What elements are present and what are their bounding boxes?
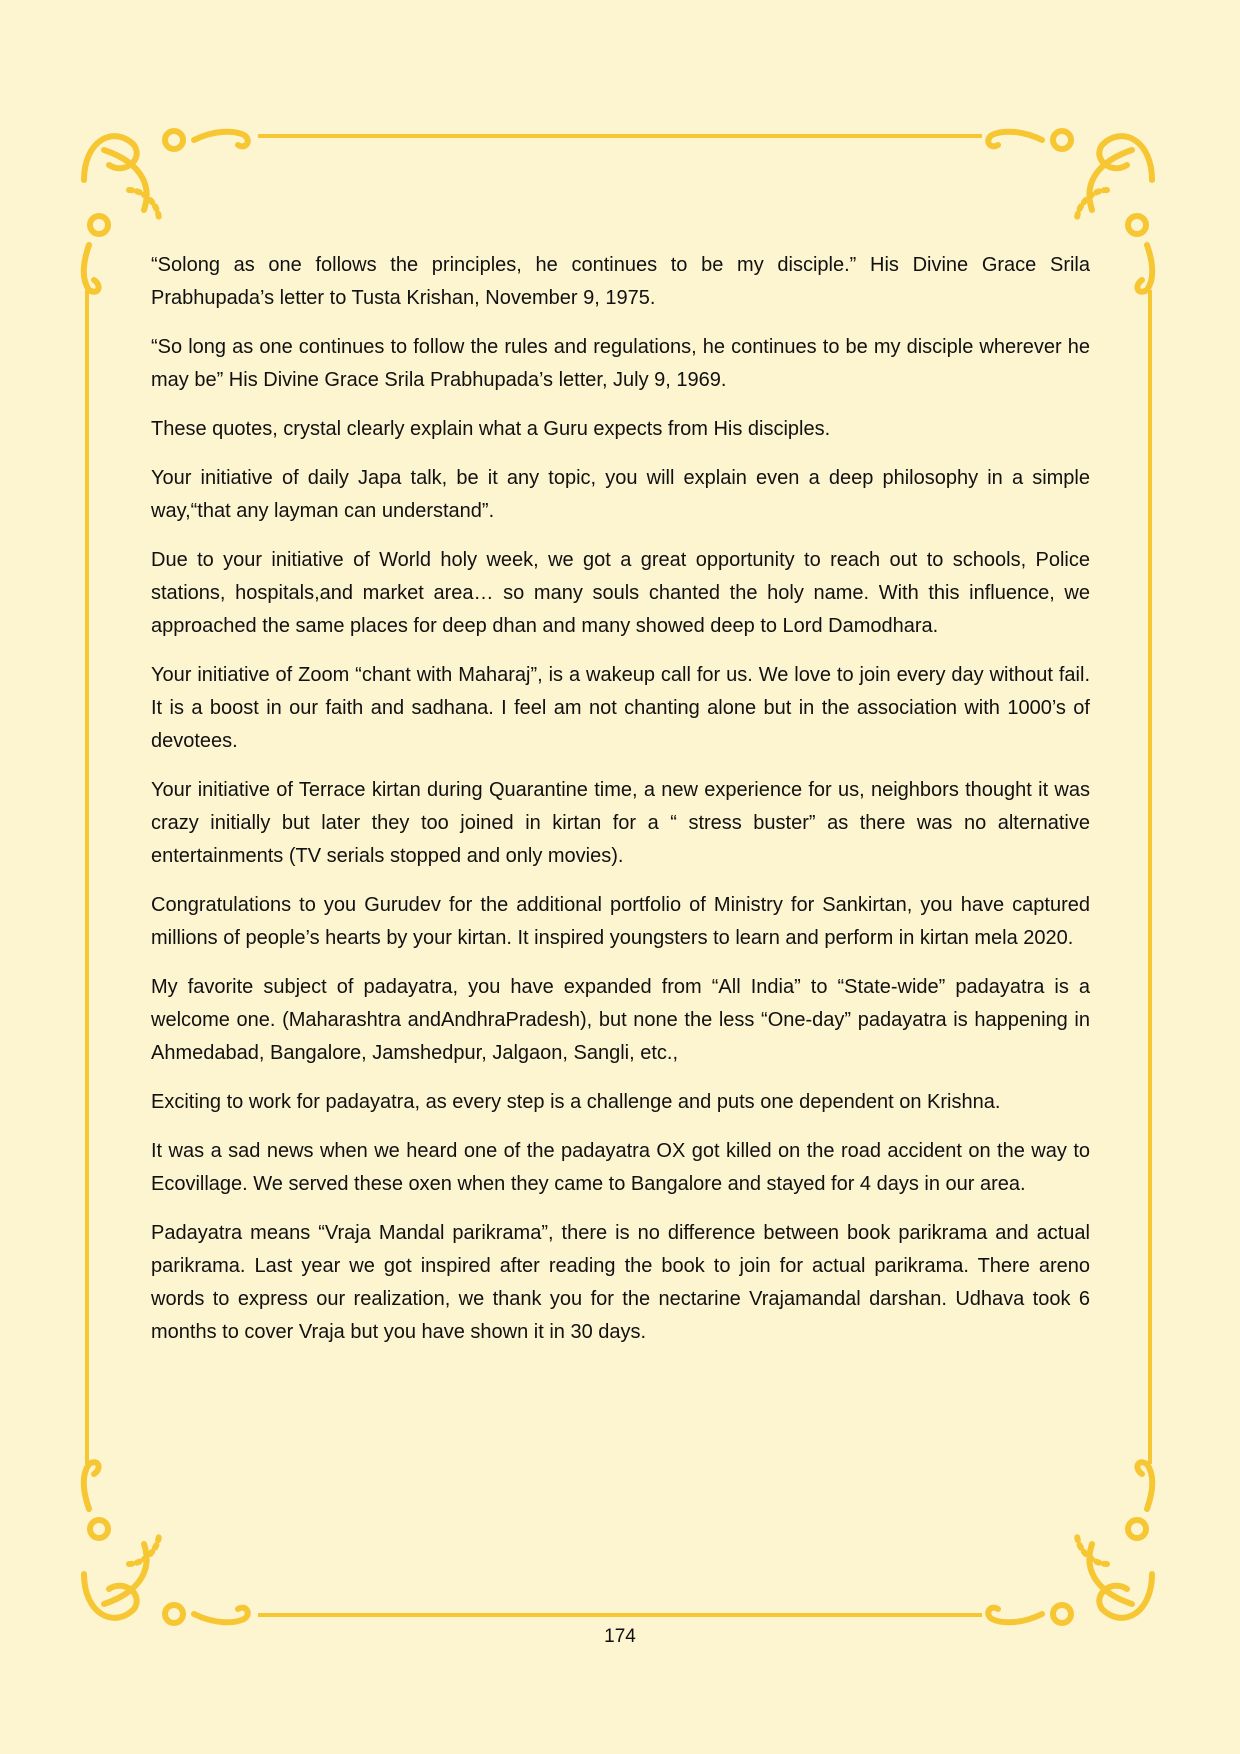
border-left (85, 290, 89, 1464)
border-right (1148, 290, 1152, 1464)
page-number: 174 (604, 1626, 636, 1647)
corner-ornament-icon (74, 1454, 254, 1634)
paragraph: Your initiative of Zoom “chant with Maharaj”, is a wakeup call for us. We love to join every day without fail. It is a boost in our faith and sadhana. I feel am not chanting alone but in the association with 1000’s of devotees. (151, 664, 1090, 752)
paragraph: “So long as one continues to follow the rules and regulations, he continues to be my disciple wherever he may be” His Divine Grace Srila Prabhupada’s letter, July 9, 1969. (151, 336, 1090, 391)
paragraph: These quotes, crystal clearly explain what a Guru expects from His disciples. (151, 418, 831, 440)
paragraph: Your initiative of daily Japa talk, be it any topic, you will explain even a deep philosophy in a simple way,“that any layman can understand”. (151, 467, 1090, 522)
paragraph: Due to your initiative of World holy week, we got a great opportunity to reach out to schools, Police stations, hospitals,and market area… so many souls chanted the holy name. With this influence, we approached the same places for deep dhan and many showed deep to Lord Damodhara. (151, 549, 1090, 637)
corner-ornament-icon (982, 1454, 1162, 1634)
body-text (151, 249, 1090, 1365)
paragraph: Congratulations to you Gurudev for the additional portfolio of Ministry for Sankirtan, you have captured millions of people’s hearts by your kirtan. It inspired youngsters to learn and perform in kirtan mela 2020. (151, 894, 1090, 949)
paragraph: Your initiative of Terrace kirtan during Quarantine time, a new experience for us, neighbors thought it was crazy initially but later they too joined in kirtan for a “ stress buster” as there was no alternative entertainments (TV serials stopped and only movies). (151, 779, 1090, 867)
paragraph: Exciting to work for padayatra, as every step is a challenge and puts one dependent on Krishna. (151, 1091, 1001, 1113)
paragraph: My favorite subject of padayatra, you have expanded from “All India” to “State-wide” padayatra is a welcome one. (Maharashtra andAndhraPradesh), but none the less “One-day” padayatra is happening in Ahmedabad, Bangalore, Jamshedpur, Jalgaon, Sangli, etc., (151, 976, 1090, 1064)
paragraph: It was a sad news when we heard one of the padayatra OX got killed on the road accident on the way to Ecovillage. We served these oxen when they came to Bangalore and stayed for 4 days in our area. (151, 1140, 1090, 1195)
border-top (258, 134, 982, 138)
border-bottom (258, 1613, 982, 1617)
paragraph: “Solong as one follows the principles, he continues to be my disciple.” His Divine Grace Srila Prabhupada’s letter to Tusta Krishan, November 9, 1975. (151, 254, 1090, 309)
paragraph: Padayatra means “Vraja Mandal parikrama”, there is no difference between book parikrama and actual parikrama. Last year we got inspired after reading the book to join for actual parikrama. There areno words to express our realization, we thank you for the nectarine Vrajamandal darshan. Udhava took 6 months to cover Vraja but you have shown it in 30 days. (151, 1222, 1090, 1343)
